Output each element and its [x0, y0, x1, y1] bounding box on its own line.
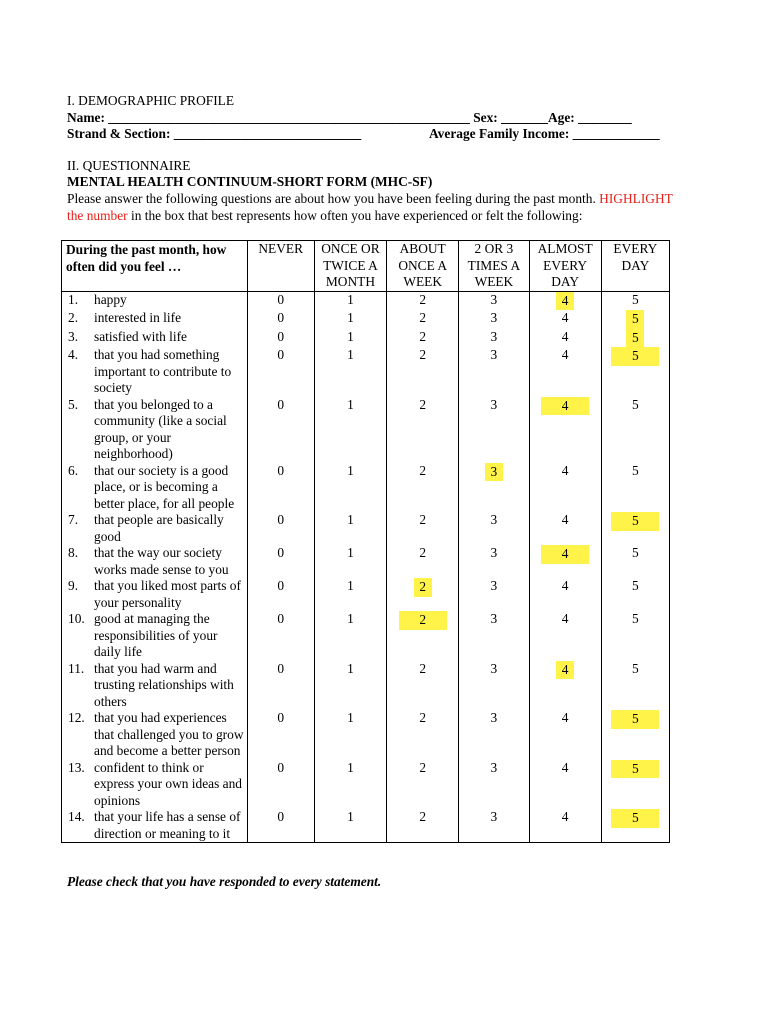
instruction-line-1 [67, 191, 673, 207]
table-row [62, 578, 670, 611]
option-cell[interactable] [247, 347, 314, 397]
option-cell[interactable] [601, 291, 669, 310]
column-header-almost-every-day: ALMOST EVERY DAY [529, 241, 601, 292]
option-cell[interactable] [247, 578, 314, 611]
option-value[interactable]: 2 [419, 396, 427, 412]
option-value[interactable]: 0 [277, 578, 285, 593]
table-row [62, 463, 670, 513]
option-value[interactable]: 3 [490, 759, 498, 775]
item-text: good at managing the responsibilities of your daily life [94, 611, 218, 659]
option-value[interactable]: 5 [632, 611, 639, 626]
option-cell[interactable] [314, 347, 386, 397]
option-cell[interactable] [387, 310, 459, 329]
item-text: satisfied with life [94, 328, 187, 344]
option-value[interactable]: 1 [347, 328, 354, 344]
option-value[interactable]: 4 [561, 578, 569, 593]
option-value[interactable]: 1 [347, 710, 354, 725]
option-cell[interactable] [314, 578, 386, 611]
option-cell[interactable] [529, 397, 601, 463]
table-row [62, 661, 670, 711]
option-value[interactable]: 0 [277, 710, 285, 725]
table-body [62, 291, 670, 843]
item-cell [62, 463, 248, 513]
item-cell [62, 809, 248, 843]
option-value[interactable]: 3 [490, 710, 498, 725]
option-cell[interactable] [314, 545, 386, 578]
option-cell[interactable] [387, 329, 459, 348]
option-cell[interactable] [314, 512, 386, 545]
option-cell[interactable] [529, 760, 601, 810]
option-cell[interactable] [387, 463, 459, 513]
item-number: 8. [68, 545, 79, 560]
option-value[interactable]: 2 [419, 809, 427, 824]
option-cell[interactable] [601, 347, 669, 397]
sex-field[interactable]: _______ [501, 110, 548, 125]
option-cell[interactable] [601, 760, 669, 810]
item-text: that you had warm and trusting relationships with others [94, 660, 234, 709]
option-cell[interactable] [529, 463, 601, 513]
option-cell[interactable] [314, 809, 386, 843]
income-line [429, 126, 660, 142]
item-cell [62, 545, 248, 578]
column-header-2-or-3-times-a-week: 2 OR 3 TIMES A WEEK [459, 241, 529, 292]
option-value[interactable]: 0 [277, 545, 285, 560]
option-value-highlighted[interactable]: 5 [626, 310, 644, 329]
option-cell[interactable] [314, 611, 386, 661]
option-cell[interactable] [459, 710, 529, 760]
table-row [62, 760, 670, 810]
option-value[interactable]: 1 [347, 660, 354, 676]
option-cell[interactable] [387, 809, 459, 843]
option-cell[interactable] [459, 661, 529, 711]
option-cell[interactable] [247, 397, 314, 463]
option-value[interactable]: 3 [490, 809, 498, 824]
item-cell [62, 710, 248, 760]
option-cell[interactable] [247, 463, 314, 513]
option-value[interactable]: 4 [561, 710, 569, 725]
option-value[interactable]: 5 [632, 578, 639, 593]
item-number: 2. [68, 310, 79, 325]
option-cell[interactable] [529, 578, 601, 611]
option-value[interactable]: 4 [561, 347, 569, 362]
item-cell [62, 578, 248, 611]
table-row [62, 329, 670, 348]
instruction-highlight-word: HIGHLIGHT [599, 191, 673, 206]
item-number: 3. [68, 328, 79, 344]
option-value[interactable]: 1 [347, 545, 354, 560]
question-header: During the past month, how often did you feel … [62, 241, 248, 292]
option-cell[interactable] [601, 545, 669, 578]
strand-field[interactable]: ____________________________ [173, 126, 362, 141]
option-cell[interactable] [459, 463, 529, 513]
option-value[interactable]: 2 [419, 310, 427, 325]
item-number: 12. [68, 710, 85, 725]
instruction-text-1: Please answer the following questions are about how you have been feeling during the past month. [67, 191, 596, 206]
option-cell[interactable] [387, 397, 459, 463]
item-number: 10. [68, 611, 85, 626]
column-header-about-once-a-week: ABOUT ONCE A WEEK [387, 241, 459, 292]
option-cell[interactable] [529, 710, 601, 760]
table-row [62, 710, 670, 760]
option-value[interactable]: 4 [561, 809, 569, 824]
option-value[interactable]: 1 [347, 396, 354, 412]
option-value[interactable]: 3 [490, 578, 498, 593]
option-value[interactable]: 1 [347, 462, 354, 478]
option-value[interactable]: 1 [347, 347, 354, 362]
option-cell[interactable] [387, 347, 459, 397]
option-cell[interactable] [387, 760, 459, 810]
item-cell [62, 291, 248, 310]
item-cell [62, 310, 248, 329]
option-cell[interactable] [459, 545, 529, 578]
table-row [62, 291, 670, 310]
option-value[interactable]: 4 [561, 512, 569, 527]
option-cell[interactable] [529, 545, 601, 578]
option-cell[interactable] [529, 329, 601, 348]
item-number: 9. [68, 578, 79, 593]
table-row [62, 310, 670, 329]
option-value[interactable]: 0 [277, 611, 285, 626]
strand-line [67, 126, 361, 142]
name-label: Name: [67, 110, 105, 125]
option-value[interactable]: 5 [632, 462, 639, 478]
option-cell[interactable] [601, 578, 669, 611]
item-number: 5. [68, 396, 79, 412]
option-cell[interactable] [529, 291, 601, 310]
option-value[interactable]: 0 [277, 759, 285, 775]
item-cell [62, 661, 248, 711]
option-cell[interactable] [314, 710, 386, 760]
option-value[interactable]: 3 [490, 347, 498, 362]
option-cell[interactable] [601, 809, 669, 843]
option-cell[interactable] [387, 611, 459, 661]
option-value[interactable]: 0 [277, 462, 285, 478]
option-cell[interactable] [247, 809, 314, 843]
name-line [67, 110, 632, 126]
option-cell[interactable] [247, 611, 314, 661]
option-cell[interactable] [459, 397, 529, 463]
option-value[interactable]: 2 [419, 512, 427, 527]
option-value[interactable]: 0 [277, 512, 285, 527]
option-cell[interactable] [387, 661, 459, 711]
option-value[interactable]: 5 [632, 545, 639, 560]
option-cell[interactable] [247, 310, 314, 329]
option-cell[interactable] [459, 512, 529, 545]
option-cell[interactable] [529, 661, 601, 711]
table-row [62, 512, 670, 545]
option-cell[interactable] [247, 329, 314, 348]
footer-note: Please check that you have responded to every statement. [67, 874, 382, 889]
option-cell[interactable] [601, 310, 669, 329]
item-number: 1. [68, 291, 79, 307]
option-value[interactable]: 0 [277, 328, 285, 344]
option-value[interactable]: 4 [561, 759, 569, 775]
option-cell[interactable] [601, 661, 669, 711]
option-cell[interactable] [529, 809, 601, 843]
sex-label: Sex: [473, 110, 498, 125]
item-cell [62, 397, 248, 463]
option-cell[interactable] [247, 291, 314, 310]
item-cell [62, 760, 248, 810]
option-value[interactable]: 2 [419, 291, 427, 307]
option-value[interactable]: 4 [561, 462, 569, 478]
item-number: 7. [68, 512, 79, 527]
item-number: 14. [68, 809, 85, 824]
option-value[interactable]: 2 [419, 545, 427, 560]
option-value-highlighted[interactable]: 4 [556, 661, 574, 680]
option-value[interactable]: 3 [490, 545, 498, 560]
option-value[interactable]: 4 [561, 310, 569, 325]
instruction-text-2: in the box that best represents how often you have experienced or felt the following: [130, 208, 583, 223]
option-value[interactable]: 0 [277, 310, 285, 325]
option-value[interactable]: 3 [490, 328, 498, 344]
option-value[interactable]: 1 [347, 611, 354, 626]
option-cell[interactable] [601, 611, 669, 661]
table-row [62, 347, 670, 397]
item-text: that our society is a good place, or is becoming a better place, for all people [94, 462, 235, 511]
option-value[interactable]: 3 [490, 396, 498, 412]
item-text: that you liked most parts of your personality [94, 578, 241, 610]
option-cell[interactable] [247, 710, 314, 760]
option-cell[interactable] [529, 512, 601, 545]
item-text: happy [94, 291, 127, 307]
option-value[interactable]: 4 [561, 328, 569, 344]
section-demographic-heading: I. DEMOGRAPHIC PROFILE [67, 93, 235, 108]
option-cell[interactable] [387, 512, 459, 545]
option-cell[interactable] [601, 512, 669, 545]
option-cell[interactable] [247, 760, 314, 810]
income-label: Average Family Income: [429, 126, 570, 141]
table-row [62, 611, 670, 661]
section-questionnaire-heading: II. QUESTIONNAIRE [67, 158, 191, 173]
option-cell[interactable] [529, 611, 601, 661]
option-value[interactable]: 2 [419, 759, 427, 775]
option-cell[interactable] [601, 710, 669, 760]
option-cell[interactable] [314, 463, 386, 513]
option-value[interactable]: 3 [490, 660, 498, 676]
option-cell[interactable] [314, 310, 386, 329]
item-text: that people are basically good [94, 512, 224, 544]
option-value-highlighted[interactable]: 5 [611, 809, 659, 828]
option-value[interactable]: 0 [277, 291, 285, 307]
option-value-highlighted[interactable]: 5 [626, 329, 644, 348]
option-cell[interactable] [529, 347, 601, 397]
option-value[interactable]: 4 [561, 611, 569, 626]
option-value-highlighted[interactable]: 5 [611, 512, 659, 531]
column-header-every-day: EVERY DAY [601, 241, 669, 292]
option-value[interactable]: 1 [347, 809, 354, 824]
option-value[interactable]: 2 [419, 462, 427, 478]
item-text: confident to think or express your own ideas and opinions [94, 759, 243, 808]
option-value[interactable]: 1 [347, 512, 354, 527]
option-value[interactable]: 0 [277, 396, 285, 412]
option-value[interactable]: 2 [419, 660, 427, 676]
strand-label: Strand & Section: [67, 126, 171, 141]
item-text: that you had something important to contribute to society [94, 347, 232, 395]
option-value-highlighted[interactable]: 5 [611, 760, 659, 779]
option-value[interactable]: 3 [490, 310, 498, 325]
option-cell[interactable] [314, 760, 386, 810]
column-header-never: NEVER [247, 241, 314, 292]
table-row [62, 809, 670, 843]
item-cell [62, 512, 248, 545]
option-cell[interactable] [459, 760, 529, 810]
item-text: that you belonged to a community (like a social group, or your neighborhood) [94, 396, 227, 461]
option-cell[interactable] [601, 463, 669, 513]
option-cell[interactable] [459, 611, 529, 661]
option-cell[interactable] [387, 545, 459, 578]
item-number: 11. [68, 660, 85, 676]
name-field[interactable]: ______________________________________________________ [108, 110, 470, 125]
option-value[interactable]: 2 [419, 347, 427, 362]
option-value-highlighted[interactable]: 4 [556, 292, 574, 311]
income-field[interactable]: _____________ [572, 126, 660, 141]
option-cell[interactable] [459, 347, 529, 397]
option-value-highlighted[interactable]: 5 [611, 347, 659, 366]
option-value[interactable]: 1 [347, 759, 354, 775]
option-cell[interactable] [247, 545, 314, 578]
option-value[interactable]: 3 [490, 611, 498, 626]
option-value-highlighted[interactable]: 4 [541, 545, 589, 564]
option-cell[interactable] [529, 310, 601, 329]
instruction-highlight-phrase: the number [67, 208, 128, 223]
option-cell[interactable] [314, 329, 386, 348]
option-cell[interactable] [314, 397, 386, 463]
option-cell[interactable] [459, 329, 529, 348]
option-value-highlighted[interactable]: 4 [541, 397, 589, 416]
item-text: interested in life [94, 310, 182, 325]
option-cell[interactable] [314, 291, 386, 310]
item-cell [62, 347, 248, 397]
column-header-once-or-twice-a-month: ONCE OR TWICE A MONTH [314, 241, 386, 292]
age-label: Age: [547, 110, 575, 125]
mhc-sf-table [61, 240, 670, 843]
option-cell[interactable] [247, 512, 314, 545]
option-cell[interactable] [459, 578, 529, 611]
table-row [62, 397, 670, 463]
option-cell[interactable] [601, 329, 669, 348]
option-value[interactable]: 0 [277, 347, 285, 362]
option-value[interactable]: 2 [419, 328, 427, 344]
option-value[interactable]: 2 [419, 710, 427, 725]
option-value-highlighted[interactable]: 2 [414, 578, 432, 597]
form-title: MENTAL HEALTH CONTINUUM-SHORT FORM (MHC-SF) [67, 174, 433, 189]
age-field[interactable]: ________ [578, 110, 632, 125]
item-cell [62, 329, 248, 348]
option-cell[interactable] [387, 291, 459, 310]
table-row [62, 545, 670, 578]
option-cell[interactable] [247, 661, 314, 711]
option-value-highlighted[interactable]: 5 [611, 710, 659, 729]
option-cell[interactable] [601, 397, 669, 463]
option-value[interactable]: 1 [347, 310, 354, 325]
item-cell [62, 611, 248, 661]
table-header-row [62, 241, 670, 292]
item-number: 13. [68, 759, 85, 775]
option-cell[interactable] [387, 578, 459, 611]
option-value[interactable]: 3 [490, 291, 498, 307]
option-cell[interactable] [314, 661, 386, 711]
option-cell[interactable] [459, 291, 529, 310]
option-value[interactable]: 3 [490, 512, 498, 527]
option-value[interactable]: 0 [277, 809, 285, 824]
option-value[interactable]: 5 [632, 396, 639, 412]
item-number: 4. [68, 347, 79, 362]
option-value[interactable]: 1 [347, 578, 354, 593]
option-value[interactable]: 5 [632, 291, 639, 307]
option-value[interactable]: 1 [347, 291, 354, 307]
item-text: that the way our society works made sense to you [94, 545, 229, 577]
option-cell[interactable] [459, 809, 529, 843]
option-cell[interactable] [387, 710, 459, 760]
option-value[interactable]: 5 [632, 660, 639, 676]
option-value-highlighted[interactable]: 2 [399, 611, 447, 630]
option-value-highlighted[interactable]: 3 [485, 463, 503, 482]
item-text: that your life has a sense of direction or meaning to it [94, 809, 241, 841]
option-value[interactable]: 0 [277, 660, 285, 676]
item-number: 6. [68, 462, 79, 478]
item-text: that you had experiences that challenged you to grow and become a better person [94, 710, 244, 758]
instruction-line-2 [67, 208, 582, 224]
option-cell[interactable] [459, 310, 529, 329]
